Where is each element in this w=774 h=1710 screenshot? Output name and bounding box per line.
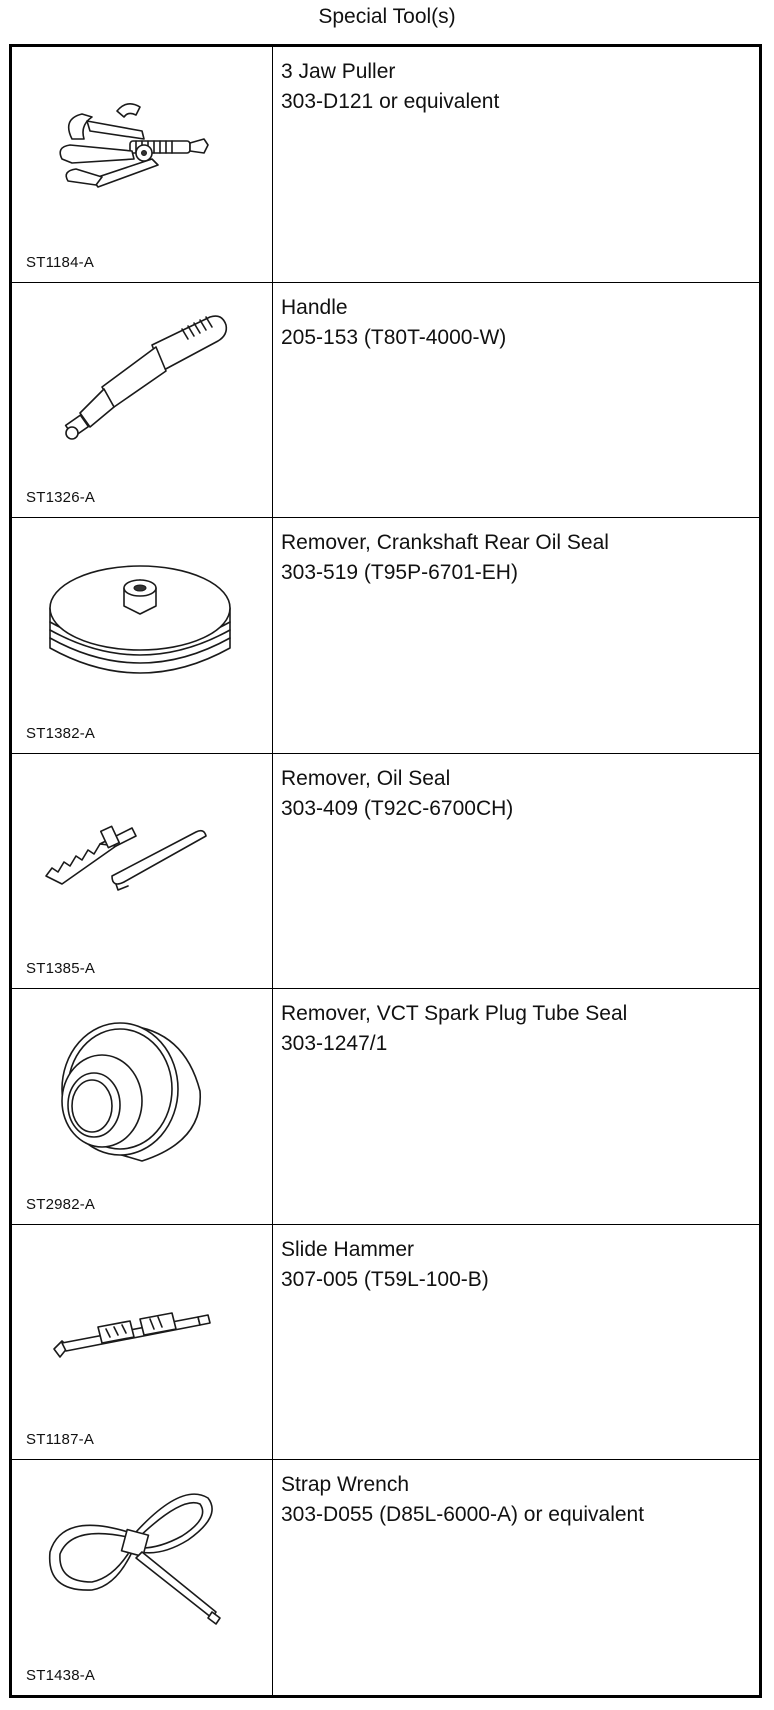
table-row: [12, 47, 759, 282]
seal-remover-disc-icon: [32, 530, 252, 700]
tool-description-cell: [273, 283, 759, 518]
tool-description-cell: [273, 1460, 759, 1695]
tool-name: Handle: [281, 295, 348, 319]
table-row: [12, 753, 759, 989]
tool-description-cell: [273, 754, 759, 989]
tool-number: 205-153 (T80T-4000-W): [281, 325, 507, 349]
tool-illustration-cell: [12, 1225, 273, 1460]
tool-number: 303-1247/1: [281, 1032, 388, 1056]
handle-icon: [32, 295, 252, 465]
tool-number: 303-D055 (D85L-6000-A) or equivalent: [281, 1503, 645, 1527]
tool-illustration-cell: [12, 1460, 273, 1695]
tool-name: Remover, VCT Spark Plug Tube Seal: [281, 1002, 628, 1026]
tool-description-cell: [273, 47, 759, 282]
tool-name: Slide Hammer: [281, 1237, 415, 1261]
tool-illustration-cell: [12, 754, 273, 989]
table-row: [12, 282, 759, 518]
tool-name: 3 Jaw Puller: [281, 60, 396, 83]
tool-number: 303-519 (T95P-6701-EH): [281, 561, 518, 585]
table-row: [12, 517, 759, 753]
tool-description-cell: [273, 1225, 759, 1460]
tool-code: ST1382-A: [26, 724, 96, 742]
tool-code: ST1187-A: [26, 1431, 95, 1449]
tool-code: ST1184-A: [26, 253, 95, 271]
table-row: [12, 988, 759, 1224]
tool-code: ST2982-A: [26, 1195, 96, 1213]
tool-illustration-cell: [12, 518, 273, 753]
tube-seal-remover-icon: [32, 1001, 252, 1171]
strap-wrench-icon: [32, 1472, 252, 1642]
page-title: Special Tool(s): [318, 5, 456, 28]
tool-number: 307-005 (T59L-100-B): [281, 1267, 489, 1291]
tool-code: ST1385-A: [26, 960, 96, 978]
tool-description-cell: [273, 989, 759, 1224]
tool-code: ST1438-A: [26, 1667, 96, 1685]
tool-name: Strap Wrench: [281, 1473, 409, 1497]
table-row: [12, 1459, 759, 1695]
three-jaw-puller-icon: [32, 59, 252, 229]
tool-name: Remover, Oil Seal: [281, 766, 451, 790]
tool-number: 303-409 (T92C-6700CH): [281, 796, 514, 820]
slide-hammer-icon: [32, 1237, 252, 1407]
tool-number: 303-D121 or equivalent: [281, 90, 500, 113]
table-row: [12, 1224, 759, 1460]
tool-illustration-cell: [12, 989, 273, 1224]
tool-illustration-cell: [12, 283, 273, 518]
tool-name: Remover, Crankshaft Rear Oil Seal: [281, 531, 609, 555]
tool-description-cell: [273, 518, 759, 753]
tool-illustration-cell: [12, 47, 273, 282]
oil-seal-remover-icon: [32, 766, 252, 936]
tool-code: ST1326-A: [26, 489, 96, 507]
special-tools-table: [9, 44, 762, 1698]
